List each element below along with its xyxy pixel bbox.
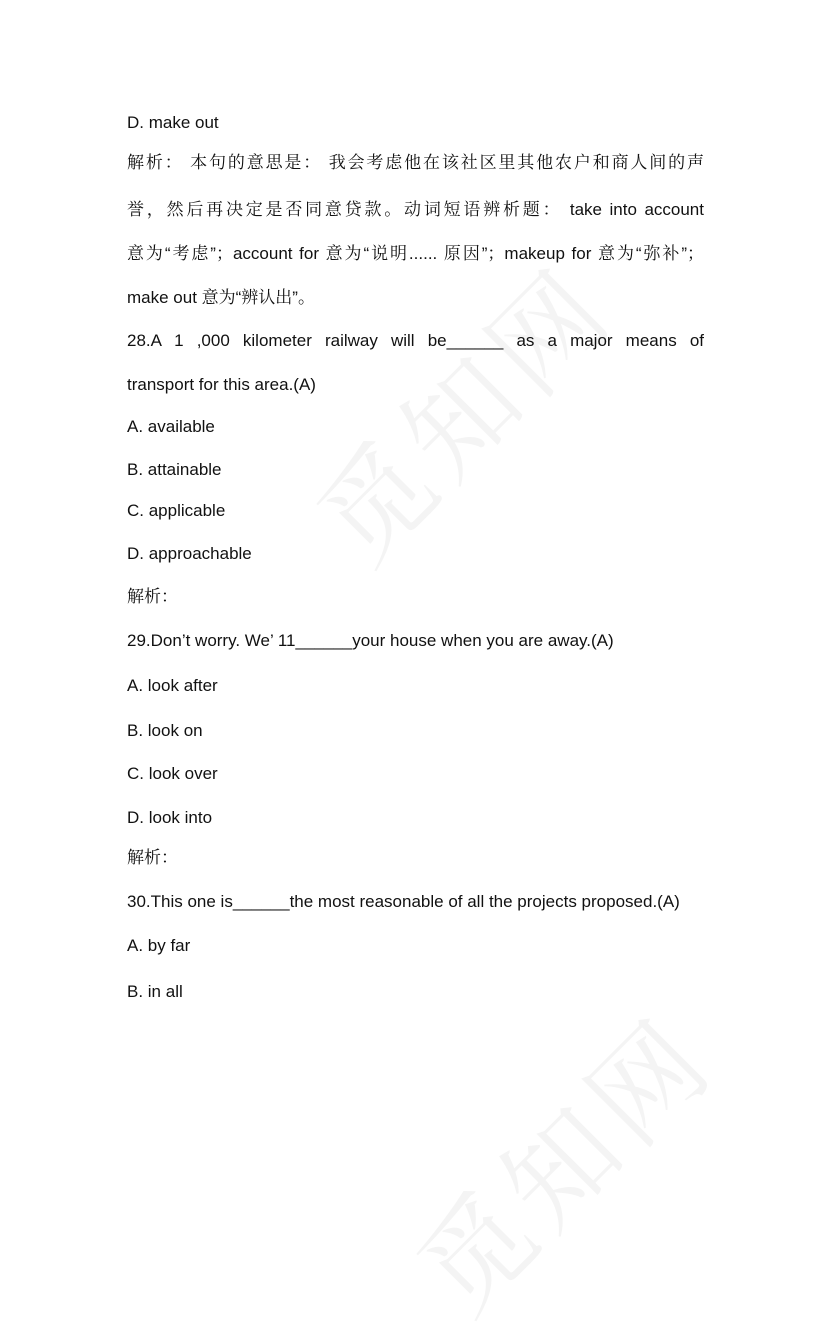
- question-29: 29.Don’t worry. We’ 11______your house when you are away.(A): [127, 631, 614, 650]
- question-28: 28.A 1 ,000 kilometer railway will be______ as a major means of: [127, 331, 704, 350]
- watermark: [277, 226, 643, 592]
- analysis-line: 意为“考虑”；account for 意为“说明...... 原因”；makeup for 意为“弥补”；: [127, 244, 704, 263]
- question-28-cont: transport for this area.(A): [127, 375, 316, 394]
- option-c: C. applicable: [127, 501, 226, 520]
- option-a: A. available: [127, 417, 215, 436]
- analysis-line: 誉，然后再决定是否同意贷款。动词短语辨析题： take into account: [127, 200, 704, 219]
- option-a: A. look after: [127, 676, 218, 695]
- option-b: B. in all: [127, 982, 183, 1001]
- analysis-line: 解析： 本句的意思是： 我会考虑他在该社区里其他农户和商人间的声: [127, 153, 704, 172]
- option-d: D. make out: [127, 113, 219, 132]
- option-b: B. look on: [127, 721, 203, 740]
- option-b: B. attainable: [127, 460, 222, 479]
- analysis-line: make out 意为“辨认出”。: [127, 288, 315, 307]
- option-c: C. look over: [127, 764, 218, 783]
- option-a: A. by far: [127, 936, 191, 955]
- question-30: 30.This one is______the most reasonable of all the projects proposed.(A): [127, 892, 680, 911]
- analysis-label: 解析：: [127, 848, 178, 867]
- analysis-label: 解析：: [127, 587, 178, 606]
- option-d: D. approachable: [127, 544, 252, 563]
- watermark-bottom: [377, 976, 743, 1342]
- option-d: D. look into: [127, 808, 213, 827]
